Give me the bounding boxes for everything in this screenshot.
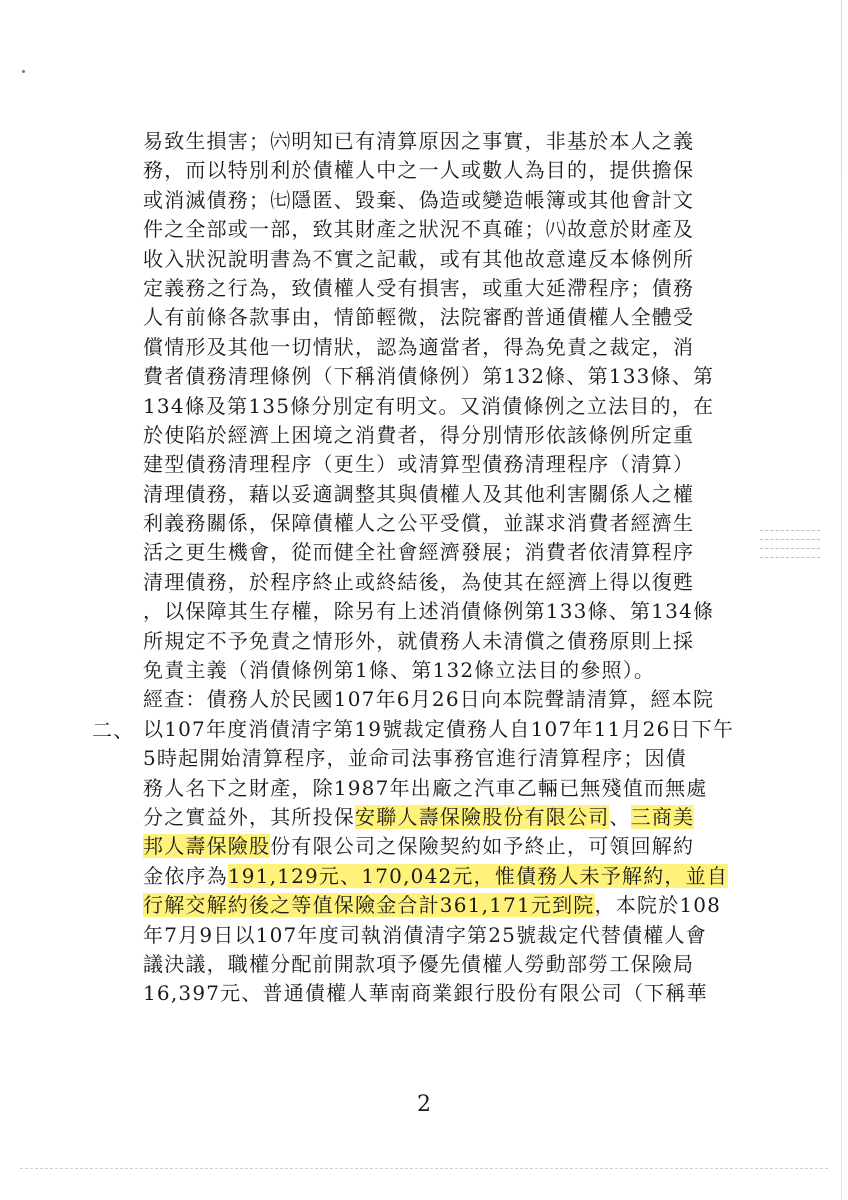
highlighted-text: 安聯人壽保險股份有限公司 bbox=[355, 804, 610, 829]
text-line: 議決議，職權分配前開款項予優先債權人勞動部勞工保險局 bbox=[143, 951, 695, 976]
text-line: 收入狀況說明書為不實之記載，或有其他故意違反本條例所 bbox=[143, 246, 695, 271]
text-line: 費者債務清理條例（下稱消債條例）第132條、第133條、第 bbox=[143, 364, 715, 389]
text-line: 清理債務，藉以妥適調整其與債權人及其他利害關係人之權 bbox=[143, 481, 695, 506]
text-line: 5時起開始清算程序，並命司法事務官進行清算程序；因債 bbox=[143, 746, 687, 771]
text-line bbox=[143, 832, 733, 861]
text-line: 16,397元、普通債權人華南商業銀行股份有限公司（下稱華 bbox=[143, 981, 708, 1006]
text-run: 分之實益外，其所投保 bbox=[143, 804, 355, 829]
highlighted-text: 邦人壽保險股 bbox=[143, 834, 271, 859]
text-run: 、 bbox=[609, 804, 631, 829]
text-line: 清理債務，於程序終止或終結後，為使其在經濟上得以復甦 bbox=[143, 569, 695, 594]
text-line: 於使陷於經濟上困境之消費者，得分別情形依該條例所定重 bbox=[143, 422, 695, 447]
text-line bbox=[143, 803, 733, 832]
highlighted-text: 三商美 bbox=[630, 804, 695, 829]
text-line: 年7月9日以107年度司執消債清字第25號裁定代替債權人會 bbox=[143, 922, 707, 947]
text-line: 易致生損害；㈥明知已有清算原因之事實，非基於本人之義 bbox=[143, 129, 695, 153]
text-line: 定義務之行為，致債權人受有損害，或重大延滯程序；債務 bbox=[143, 275, 695, 300]
text-line: 償情形及其他一切情狀，認為適當者，得為免責之裁定，消 bbox=[143, 334, 695, 359]
text-line: 以107年度消債清字第19號裁定債務人自107年11月26日下午 bbox=[143, 716, 735, 741]
text-line: 利義務關係，保障債權人之公平受償，並謀求消費者經濟生 bbox=[143, 511, 695, 536]
body-text bbox=[143, 127, 733, 1009]
text-line: 人有前條各款事由，情節輕微，法院審酌普通債權人全體受 bbox=[143, 305, 695, 330]
scan-marks bbox=[760, 530, 820, 566]
text-line: 經查：債務人於民國107年6月26日向本院聲請清算，經本院 bbox=[143, 687, 715, 712]
text-line: 或消滅債務；㈦隱匿、毀棄、偽造或變造帳簿或其他會計文 bbox=[143, 187, 695, 212]
text-line: 務人名下之財產，除1987年出廠之汽車乙輛已無殘值而無處 bbox=[143, 775, 708, 800]
text-line: 所規定不予免責之情形外，就債務人未清償之債務原則上採 bbox=[143, 628, 695, 653]
scan-speck bbox=[22, 70, 25, 73]
highlighted-text: 191,129元、170,042元，惟債務人未予解約，並自 bbox=[227, 863, 729, 888]
text-run: 份有限公司之保險契約如予終止，可領回解約 bbox=[270, 834, 695, 859]
text-line: 務，而以特別利於債權人中之一人或數人為目的，提供擔保 bbox=[143, 158, 695, 183]
text-run: ，本院於108 bbox=[594, 893, 722, 918]
text-line bbox=[143, 862, 733, 891]
scan-bottom-rule bbox=[20, 1168, 828, 1169]
text-line: 建型債務清理程序（更生）或清算型債務清理程序（清算） bbox=[143, 452, 695, 477]
text-run: 金依序為 bbox=[143, 863, 228, 888]
page-number: 2 bbox=[417, 1092, 431, 1117]
text-line: 134條及第135條分別定有明文。又消債條例之立法目的，在 bbox=[143, 393, 715, 418]
text-line: 活之更生機會，從而健全社會經濟發展；消費者依清算程序 bbox=[143, 540, 695, 565]
highlighted-text: 行解交解約後之等值保險金合計361,171元到院 bbox=[143, 893, 595, 918]
text-line: ，以保障其生存權，除另有上述消債條例第133條、第134條 bbox=[143, 599, 715, 624]
text-line bbox=[143, 891, 733, 920]
text-line: 免責主義（消債條例第1條、第132條立法目的參照）。 bbox=[143, 658, 656, 683]
item-marker: 二、 bbox=[92, 718, 135, 742]
scan-edge bbox=[841, 0, 842, 1200]
text-line: 件之全部或一部，致其財產之狀況不真確；㈧故意於財產及 bbox=[143, 217, 695, 242]
